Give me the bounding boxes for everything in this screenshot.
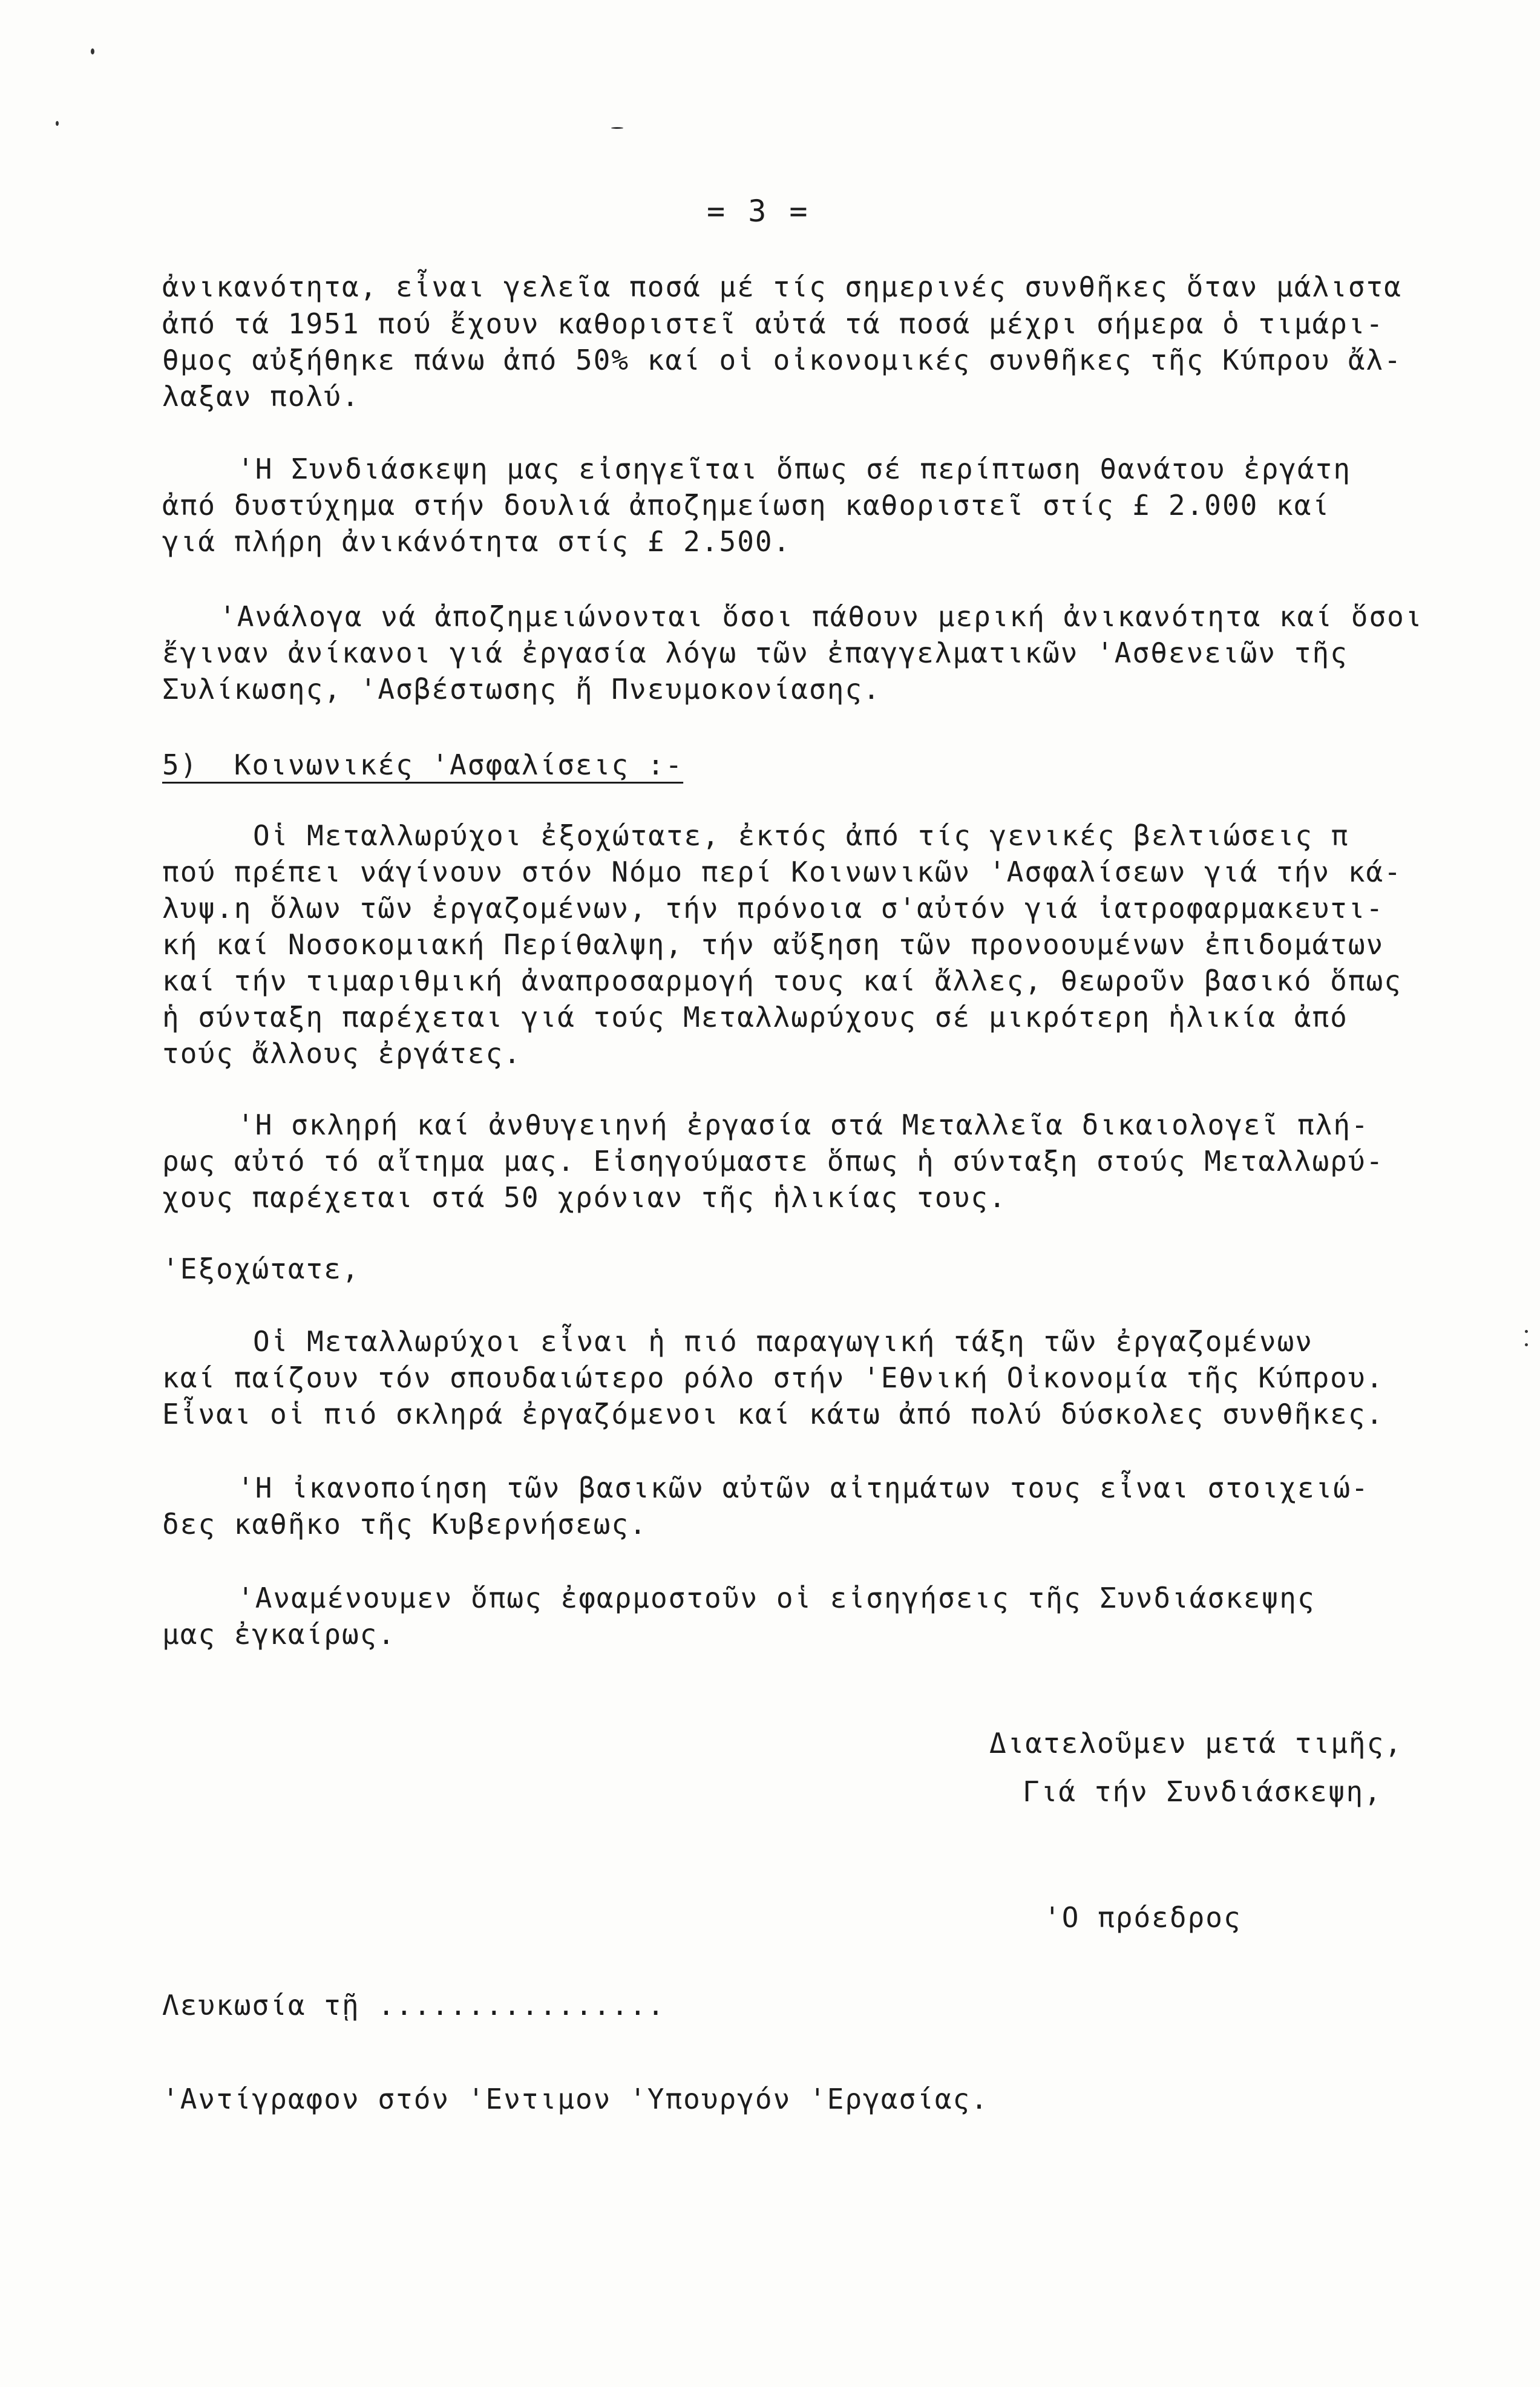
paragraph-7-line-1: 'Η ἰκανοποίηση τῶν βασικῶν αὐτῶν αἰτημάτων τους εἶναι στοιχειώ- <box>237 1472 1369 1504</box>
scan-speck <box>56 121 59 126</box>
paragraph-8-line-1: 'Αναμένουμεν ὅπως ἐφαρμοστοῦν οἱ εἰσηγήσεις τῆς Συνδιάσκεψης <box>237 1582 1316 1614</box>
paragraph-4-line-6: ἡ σύνταξη παρέχεται γιά τούς Μεταλλωρύχους σέ μικρότερη ἡλικία ἀπό <box>162 1001 1348 1033</box>
page-number: = 3 = <box>707 194 810 229</box>
paragraph-2-line-2: ἀπό δυστύχημα στήν δουλιά ἀποζημείωση καθοριστεῖ στίς £ 2.000 καί <box>162 489 1331 522</box>
paragraph-6-line-2: καί παίζουν τόν σπουδαιώτερο ρόλο στήν 'Εθνική Οἰκονομία τῆς Κύπρου. <box>162 1361 1384 1394</box>
paragraph-1-line-3: θμος αὐξήθηκε πάνω ἀπό 50% καί οἱ οἰκονομικές συνθῆκες τῆς Κύπρου ἄλ- <box>162 344 1402 376</box>
scan-speck <box>1525 1343 1528 1346</box>
paragraph-1-line-1: ἀνικανότητα, εἶναι γελεῖα ποσά μέ τίς σημερινές συνθῆκες ὅταν μάλιστα <box>162 270 1402 303</box>
paragraph-3-line-1: 'Ανάλογα νά ἀποζημειώνονται ὅσοι πάθουν μερική ἀνικανότητα καί ὅσοι <box>219 600 1423 633</box>
paragraph-4-line-4: κή καί Νοσοκομιακή Περίθαλψη, τήν αὔξηση τῶν προνοουμένων ἐπιδομάτων <box>162 928 1384 961</box>
paragraph-2-line-1: 'Η Συνδιάσκεψη μας εἰσηγεῖται ὅπως σέ περίπτωση θανάτου ἐργάτη <box>237 453 1352 485</box>
paragraph-4-line-5: καί τήν τιμαριθμική ἀναπροσαρμογή τους καί ἄλλες, θεωροῦν βασικό ὅπως <box>162 964 1402 997</box>
paragraph-5-line-1: 'Η σκληρή καί ἀνθυγειηνή ἐργασία στά Μεταλλεῖα δικαιολογεῖ πλή- <box>237 1108 1369 1141</box>
place-date: Λευκωσία τῇ ................ <box>162 1989 666 2022</box>
paragraph-4-line-7: τούς ἄλλους ἐργάτες. <box>162 1037 522 1070</box>
paragraph-4-line-2: πού πρέπει νάγίνουν στόν Νόμο περί Κοινωνικῶν 'Ασφαλίσεων γιά τήν κά- <box>162 856 1402 888</box>
paragraph-5-line-3: χους παρέχεται στά 50 χρόνιαν τῆς ἡλικίας τους. <box>162 1181 1007 1214</box>
scan-speck <box>1525 1330 1528 1333</box>
paragraph-1-line-2: ἀπό τά 1951 πού ἔχουν καθοριστεῖ αὐτά τά ποσά μέχρι σήμερα ὁ τιμάρι- <box>162 307 1384 340</box>
paragraph-4-line-1: Οἱ Μεταλλωρύχοι ἐξοχώτατε, ἐκτός ἀπό τίς γενικές βελτιώσεις π <box>253 819 1349 852</box>
scan-speck <box>91 48 94 54</box>
signatory: 'Ο πρόεδρος <box>1044 1901 1242 1934</box>
paragraph-7-line-2: δες καθῆκο τῆς Κυβερνήσεως. <box>162 1508 647 1541</box>
paragraph-8-line-2: μας ἐγκαίρως. <box>162 1618 396 1651</box>
paragraph-4-line-3: λυψ.η ὅλων τῶν ἐργαζομένων, τήν πρόνοια σ'αὐτόν γιά ἰατροφαρμακευτι- <box>162 892 1384 925</box>
scan-speck <box>611 127 623 129</box>
paragraph-5-line-2: ρως αὐτό τό αἴτημα μας. Εἰσηγούμαστε ὅπως ἡ σύνταξη στούς Μεταλλωρύ- <box>162 1145 1384 1177</box>
paragraph-6-line-3: Εἶναι οἱ πιό σκληρά ἐργαζόμενοι καί κάτω ἀπό πολύ δύσκολες συνθῆκες. <box>162 1398 1384 1430</box>
paragraph-1-line-4: λαξαν πολύ. <box>162 380 360 413</box>
paragraph-2-line-3: γιά πλήρη ἀνικάνότητα στίς £ 2.500. <box>162 525 791 558</box>
closing-line-1: Διατελοῦμεν μετά τιμῆς, <box>989 1727 1403 1760</box>
salutation: 'Εξοχώτατε, <box>162 1252 360 1285</box>
copy-to: 'Αντίγραφον στόν 'Εντιμον 'Υπουργόν 'Εργασίας. <box>162 2083 989 2115</box>
paragraph-3-line-2: ἔγιναν ἀνίκανοι γιά ἐργασία λόγω τῶν ἐπαγγελματικῶν 'Ασθενειῶν τῆς <box>162 637 1348 669</box>
closing-line-2: Γιά τήν Συνδιάσκεψη, <box>1023 1775 1382 1808</box>
paragraph-6-line-1: Οἱ Μεταλλωρύχοι εἶναι ἡ πιό παραγωγική τάξη τῶν ἐργαζομένων <box>253 1325 1313 1358</box>
section-heading: 5) Κοινωνικές 'Ασφαλίσεις :- <box>162 748 684 781</box>
paragraph-3-line-3: Συλίκωσης, 'Ασβέστωσης ἤ Πνευμοκονίασης. <box>162 673 881 706</box>
